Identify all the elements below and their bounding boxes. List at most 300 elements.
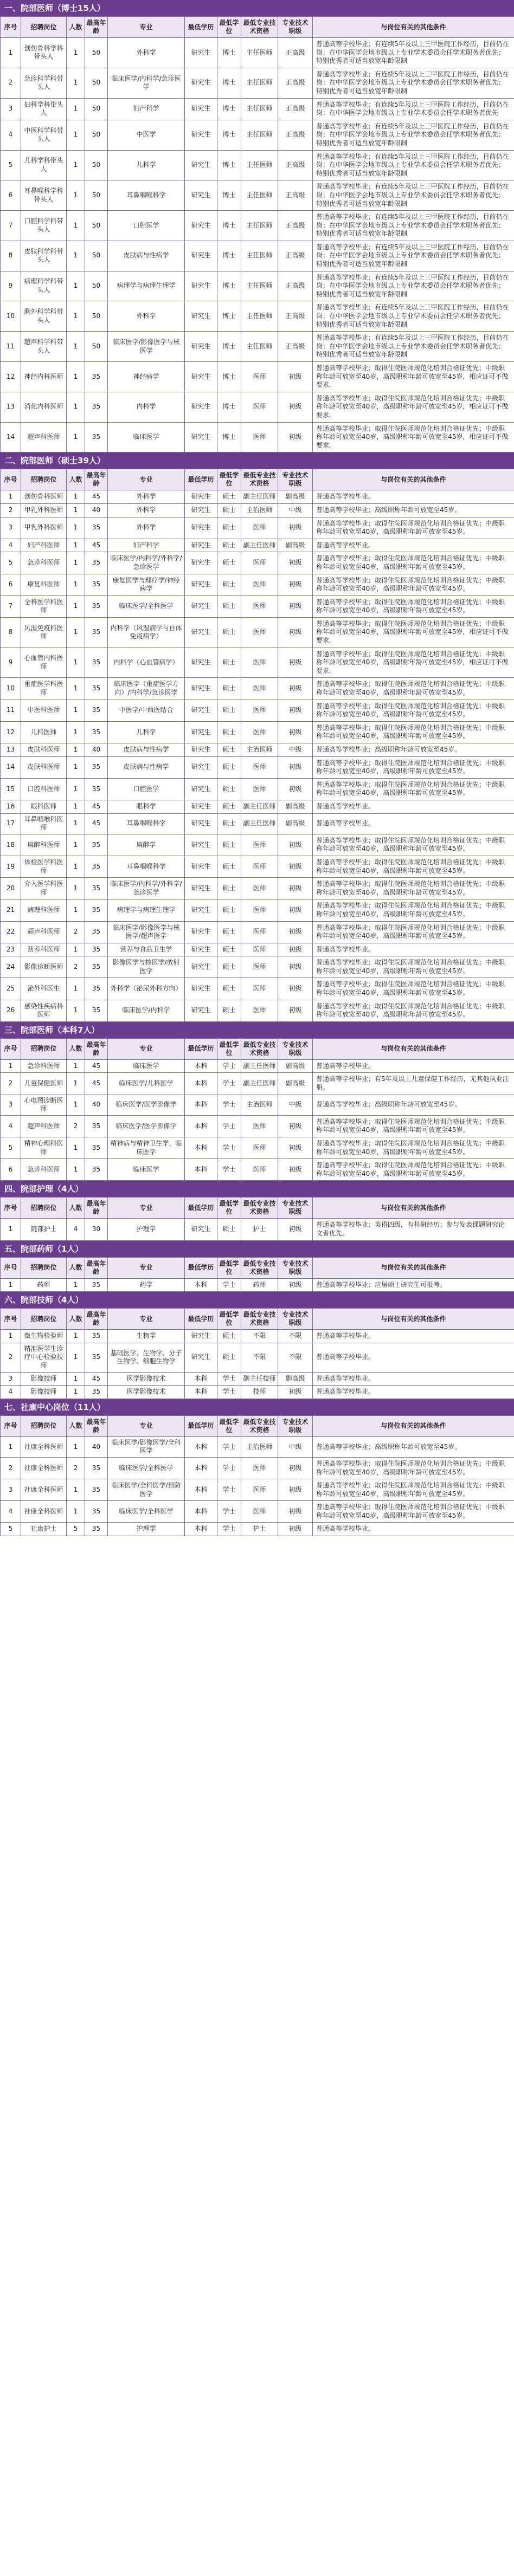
cell-min: 医师: [241, 1000, 278, 1021]
cell-req: 普通高等学校毕业；取得住院医师规范化培训合格证优先；中级职称年龄可放宽至40岁，高级职称年龄可放宽至45岁。: [313, 1137, 514, 1159]
cell-num: 1: [67, 539, 85, 552]
cell-age: 35: [85, 1343, 108, 1372]
cell-idx: 1: [1, 1330, 21, 1343]
cell-req: 普通高等学校毕业；有连续5年及以上三甲医院工作经历，目前仍在岗；在中华医学会地市级以上专业学术委员会任学术职务者优先；特别优秀者可适当放宽年龄限制: [313, 241, 514, 271]
cell-idx: 20: [1, 878, 21, 899]
cell-idx: 23: [1, 943, 21, 956]
cell-edu: 本科: [185, 1457, 217, 1479]
cell-edu: 研究生: [185, 503, 217, 517]
cell-num: 1: [67, 211, 85, 241]
cell-title: 初级: [278, 921, 313, 943]
table-row: [1, 490, 514, 504]
cell-idx: 14: [1, 756, 21, 778]
cell-title: 初级: [278, 899, 313, 921]
cell-edu: 研究生: [185, 552, 217, 574]
cell-req: 普通高等学校毕业；取得住院医师规范化培训合格证优先；中级职称年龄可放宽至40岁，高级职称年龄可放宽至45岁。: [313, 1501, 514, 1523]
cell-idx: 6: [1, 1159, 21, 1181]
cell-req: 普通高等学校毕业；有连续5年及以上三甲医院工作经历，目前仍在岗；在中华医学会地市级以上专业学术委员会任学术职务者优先；特别优秀者可适当放宽年龄限制: [313, 38, 514, 68]
column-header: 最低学位: [217, 469, 241, 490]
cell-pos: 精神心理科医师: [21, 1137, 67, 1159]
cell-idx: 2: [1, 1073, 21, 1095]
cell-major: 临床医学/内科学/急诊医学: [108, 68, 185, 98]
recruitment-table: [0, 1415, 514, 1536]
column-header: 人数: [67, 1415, 85, 1436]
section-title: 二、院部医师（硕士39人）: [0, 452, 514, 469]
column-header: 最高年龄: [85, 1257, 108, 1278]
table-row: [1, 271, 514, 301]
cell-idx: 5: [1, 1523, 21, 1536]
cell-pos: 精准医学生诊疗中心检验技师: [21, 1343, 67, 1372]
cell-deg: 博士: [217, 38, 241, 68]
cell-pos: 社康全科医师: [21, 1479, 67, 1501]
cell-min: 医师: [241, 1479, 278, 1501]
cell-age: 35: [85, 1000, 108, 1021]
cell-pos: 眼科医师: [21, 800, 67, 813]
cell-age: 35: [85, 899, 108, 921]
cell-pos: 全科医学科医师: [21, 596, 67, 617]
cell-idx: 1: [1, 1219, 21, 1240]
cell-title: 初级: [278, 1479, 313, 1501]
cell-major: 耳鼻咽喉科学: [108, 856, 185, 877]
cell-pos: 影像技师: [21, 1386, 67, 1399]
cell-deg: 硕士: [217, 756, 241, 778]
cell-edu: 研究生: [185, 834, 217, 856]
cell-idx: 12: [1, 362, 21, 392]
cell-num: 1: [67, 362, 85, 392]
column-header: 序号: [1, 1198, 21, 1219]
cell-major: 外科学: [108, 38, 185, 68]
table-header-row: [1, 1415, 514, 1436]
cell-age: 50: [85, 68, 108, 98]
cell-deg: 学士: [217, 1386, 241, 1399]
cell-num: 1: [67, 899, 85, 921]
cell-req: 普通高等学校毕业。: [313, 1386, 514, 1399]
cell-idx: 25: [1, 978, 21, 1000]
cell-edu: 研究生: [185, 899, 217, 921]
cell-edu: 本科: [185, 1073, 217, 1095]
cell-num: 1: [67, 241, 85, 271]
cell-deg: 学士: [217, 1115, 241, 1137]
cell-min: 主任医师: [241, 301, 278, 332]
cell-major: 临床医学/儿科医学: [108, 1073, 185, 1095]
cell-title: 初级: [278, 552, 313, 574]
cell-idx: 3: [1, 1095, 21, 1115]
cell-edu: 研究生: [185, 956, 217, 978]
cell-num: 1: [67, 490, 85, 504]
cell-min: 不限: [241, 1330, 278, 1343]
cell-title: 正高级: [278, 68, 313, 98]
cell-major: 生物学: [108, 1330, 185, 1343]
cell-idx: 10: [1, 678, 21, 700]
cell-title: 初级: [278, 1501, 313, 1523]
cell-major: 护理学: [108, 1219, 185, 1240]
cell-title: 初级: [278, 1523, 313, 1536]
column-header: 招聘岗位: [21, 1038, 67, 1059]
cell-edu: 本科: [185, 1115, 217, 1137]
cell-major: 临床医学/影像医学与核医学/超声医学: [108, 921, 185, 943]
cell-age: 35: [85, 943, 108, 956]
cell-edu: 研究生: [185, 921, 217, 943]
cell-pos: 超声科医师: [21, 1115, 67, 1137]
cell-min: 主任医师: [241, 180, 278, 211]
cell-min: 医师: [241, 700, 278, 721]
cell-num: 1: [67, 120, 85, 150]
cell-pos: 超声科医师: [21, 422, 67, 452]
cell-title: 初级: [278, 1278, 313, 1292]
cell-deg: 硕士: [217, 574, 241, 596]
cell-deg: 硕士: [217, 956, 241, 978]
cell-min: 医师: [241, 552, 278, 574]
cell-edu: 本科: [185, 1479, 217, 1501]
cell-deg: 学士: [217, 1137, 241, 1159]
cell-min: 主治医师: [241, 1436, 278, 1457]
cell-idx: 4: [1, 120, 21, 150]
cell-idx: 1: [1, 38, 21, 68]
cell-age: 50: [85, 211, 108, 241]
cell-num: 2: [67, 921, 85, 943]
cell-min: 药师: [241, 1278, 278, 1292]
table-row: [1, 422, 514, 452]
cell-min: 主治医师: [241, 743, 278, 757]
cell-deg: 博士: [217, 271, 241, 301]
cell-title: 副高级: [278, 490, 313, 504]
cell-idx: 21: [1, 899, 21, 921]
table-header-row: [1, 1198, 514, 1219]
column-header: 与岗位有关的其他条件: [313, 1198, 514, 1219]
cell-req: 普通高等学校毕业；有连续5年及以上三甲医院工作经历，目前仍在岗；在中华医学会地市级以上专业学术委员会任学术职务者优先；特别优秀者可适当放宽年龄限制: [313, 271, 514, 301]
cell-req: 普通高等学校毕业；有连续5年及以上三甲医院工作经历，目前仍在岗；在中华医学会地市级以上专业学术委员会任学术职务者优先: [313, 98, 514, 120]
column-header: 最低学位: [217, 1309, 241, 1330]
table-row: [1, 1501, 514, 1523]
column-header: 与岗位有关的其他条件: [313, 1309, 514, 1330]
cell-min: 主任医师: [241, 211, 278, 241]
cell-title: 中级: [278, 743, 313, 757]
cell-title: 正高级: [278, 211, 313, 241]
table-row: [1, 721, 514, 743]
section-title: 五、院部药师（1人）: [0, 1241, 514, 1257]
cell-major: 临床医学: [108, 422, 185, 452]
cell-deg: 博士: [217, 332, 241, 362]
cell-major: 麻醉学: [108, 834, 185, 856]
cell-edu: 研究生: [185, 211, 217, 241]
cell-idx: 2: [1, 1343, 21, 1372]
column-header: 人数: [67, 1198, 85, 1219]
column-header: 最高年龄: [85, 1038, 108, 1059]
cell-major: 外科学: [108, 517, 185, 539]
cell-deg: 博士: [217, 211, 241, 241]
column-header: 与岗位有关的其他条件: [313, 17, 514, 38]
table-row: [1, 552, 514, 574]
cell-title: 正高级: [278, 271, 313, 301]
cell-major: 药学: [108, 1278, 185, 1292]
cell-min: 医师: [241, 778, 278, 800]
table-row: [1, 1137, 514, 1159]
cell-pos: 影像技师: [21, 1372, 67, 1386]
cell-req: 普通高等学校毕业；取得住院医师规范化培训合格证优先；中级职称年龄可放宽至40岁，高级职称年龄可放宽至45岁。: [313, 1159, 514, 1181]
cell-title: 正高级: [278, 332, 313, 362]
cell-min: 医师: [241, 943, 278, 956]
column-header: 人数: [67, 1309, 85, 1330]
recruitment-table: [0, 1197, 514, 1240]
cell-req: 普通高等学校毕业；有连续5年及以上三甲医院工作经历，目前仍在岗；在中华医学会地市级以上专业学术委员会任学术职务者优先；特别优秀者可适当放宽年龄限制: [313, 150, 514, 180]
cell-min: 主任医师: [241, 241, 278, 271]
cell-age: 50: [85, 150, 108, 180]
cell-edu: 研究生: [185, 596, 217, 617]
column-header: 专业: [108, 469, 185, 490]
column-header: 最低学历: [185, 1257, 217, 1278]
cell-edu: 本科: [185, 1501, 217, 1523]
cell-age: 50: [85, 301, 108, 332]
column-header: 招聘岗位: [21, 1309, 67, 1330]
cell-title: 副高级: [278, 1059, 313, 1073]
column-header: 人数: [67, 469, 85, 490]
cell-pos: 感染性疾病科医师: [21, 1000, 67, 1021]
cell-min: 主任医师: [241, 98, 278, 120]
cell-deg: 博士: [217, 362, 241, 392]
cell-edu: 研究生: [185, 617, 217, 648]
column-header: 最低学位: [217, 1198, 241, 1219]
cell-deg: 硕士: [217, 878, 241, 899]
cell-min: 副主任技师: [241, 1372, 278, 1386]
column-header: 人数: [67, 17, 85, 38]
cell-age: 45: [85, 1059, 108, 1073]
column-header: 最低学位: [217, 17, 241, 38]
cell-min: 医师: [241, 756, 278, 778]
cell-age: 40: [85, 743, 108, 757]
cell-num: 1: [67, 856, 85, 877]
cell-major: 临床医学/医学影像学: [108, 1095, 185, 1115]
cell-idx: 4: [1, 1501, 21, 1523]
column-header: 人数: [67, 1038, 85, 1059]
cell-age: 35: [85, 1115, 108, 1137]
cell-num: 1: [67, 978, 85, 1000]
recruitment-table: [0, 16, 514, 452]
column-header: 专业: [108, 1038, 185, 1059]
cell-deg: 硕士: [217, 552, 241, 574]
cell-req: 普通高等学校毕业；取得住院医师规范化培训合格证优先；中级职称年龄可放宽至40岁，高级职称年龄可放宽至45岁。: [313, 856, 514, 877]
cell-major: 临床医学/全科医学/预防医学: [108, 1479, 185, 1501]
column-header: 与岗位有关的其他条件: [313, 1415, 514, 1436]
cell-age: 35: [85, 1330, 108, 1343]
cell-num: 1: [67, 503, 85, 517]
table-row: [1, 778, 514, 800]
column-header: 招聘岗位: [21, 469, 67, 490]
cell-age: 50: [85, 38, 108, 68]
cell-req: 普通高等学校毕业；取得住院医师规范化培训合格证优先；中级职称年龄可放宽至40岁，高级职称年龄可放宽至45岁。: [313, 978, 514, 1000]
table-row: [1, 756, 514, 778]
column-header: 专业技术职级: [278, 17, 313, 38]
cell-min: 医师: [241, 574, 278, 596]
cell-min: 副主任医师: [241, 813, 278, 834]
cell-deg: 硕士: [217, 921, 241, 943]
column-header: 最高年龄: [85, 1309, 108, 1330]
column-header: 最低学位: [217, 1257, 241, 1278]
cell-req: 普通高等学校毕业；高级职称年龄可放宽至45岁。: [313, 1095, 514, 1115]
column-header: 专业技术职级: [278, 1257, 313, 1278]
cell-pos: 康复科医师: [21, 574, 67, 596]
cell-age: 45: [85, 1073, 108, 1095]
cell-edu: 研究生: [185, 856, 217, 877]
table-row: [1, 978, 514, 1000]
cell-title: 初级: [278, 834, 313, 856]
table-row: [1, 1436, 514, 1457]
column-header: 序号: [1, 1257, 21, 1278]
table-row: [1, 856, 514, 877]
cell-idx: 1: [1, 490, 21, 504]
cell-deg: 硕士: [217, 834, 241, 856]
cell-age: 35: [85, 956, 108, 978]
cell-deg: 博士: [217, 150, 241, 180]
recruitment-table: [0, 1257, 514, 1292]
cell-num: 1: [67, 1059, 85, 1073]
column-header: 序号: [1, 469, 21, 490]
table-header-row: [1, 17, 514, 38]
cell-req: 普通高等学校毕业；有连续5年及以上三甲医院工作经历，目前仍在岗；在中华医学会地市级以上专业学术委员会任学术职务者优先；特别优秀者可适当放宽年龄限制: [313, 332, 514, 362]
cell-pos: 甲乳外科医师: [21, 503, 67, 517]
cell-req: 普通高等学校毕业；取得住院医师规范化培训合格证优先；中级职称年龄可放宽至40岁，高级职称年龄可放宽至45岁，相应证可不做要求。: [313, 392, 514, 422]
table-row: [1, 1115, 514, 1137]
cell-title: 初级: [278, 422, 313, 452]
cell-deg: 博士: [217, 392, 241, 422]
cell-title: 初级: [278, 1115, 313, 1137]
table-row: [1, 617, 514, 648]
cell-min: 医师: [241, 899, 278, 921]
cell-edu: 研究生: [185, 756, 217, 778]
cell-req: 普通高等学校毕业；取得住院医师规范化培训合格证优先；中级职称年龄可放宽至40岁，高级职称年龄可放宽至45岁。: [313, 921, 514, 943]
cell-pos: 耳鼻咽喉科医师: [21, 813, 67, 834]
cell-idx: 8: [1, 241, 21, 271]
column-header: 最高年龄: [85, 469, 108, 490]
cell-deg: 硕士: [217, 517, 241, 539]
cell-age: 35: [85, 834, 108, 856]
cell-idx: 2: [1, 1457, 21, 1479]
cell-major: 营养与食品卫生学: [108, 943, 185, 956]
cell-num: 1: [67, 1137, 85, 1159]
cell-age: 35: [85, 392, 108, 422]
cell-pos: 口腔科学科带头人: [21, 211, 67, 241]
cell-req: 普通高等学校毕业。: [313, 1523, 514, 1536]
cell-num: 1: [67, 517, 85, 539]
cell-deg: 硕士: [217, 800, 241, 813]
cell-deg: 博士: [217, 301, 241, 332]
cell-edu: 研究生: [185, 241, 217, 271]
table-row: [1, 1343, 514, 1372]
table-row: [1, 211, 514, 241]
cell-min: 医师: [241, 1457, 278, 1479]
column-header: 最低专业技术资格: [241, 1038, 278, 1059]
cell-pos: 急诊科学科带头人: [21, 68, 67, 98]
section-title: 四、院部护理（4人）: [0, 1181, 514, 1197]
cell-title: 正高级: [278, 301, 313, 332]
cell-pos: 心血管内科医师: [21, 648, 67, 678]
section-title: 七、社康中心岗位（11人）: [0, 1399, 514, 1415]
column-header: 序号: [1, 1309, 21, 1330]
column-header: 招聘岗位: [21, 17, 67, 38]
cell-age: 35: [85, 678, 108, 700]
cell-min: 医师: [241, 678, 278, 700]
cell-major: 眼科学: [108, 800, 185, 813]
cell-req: 普通高等学校毕业；有连续5年及以上三甲医院工作经历，目前仍在岗；在中华医学会地市级以上专业学术委员会任学术职务者优先；特别优秀者可适当放宽年龄限制: [313, 301, 514, 332]
cell-age: 35: [85, 856, 108, 877]
cell-deg: 博士: [217, 241, 241, 271]
cell-title: 初级: [278, 617, 313, 648]
cell-major: 精神病与精神卫生学，临床医学: [108, 1137, 185, 1159]
cell-title: 初级: [278, 362, 313, 392]
cell-major: 外科学: [108, 503, 185, 517]
column-header: 最高年龄: [85, 1198, 108, 1219]
cell-deg: 硕士: [217, 813, 241, 834]
cell-min: 医师: [241, 921, 278, 943]
table-row: [1, 150, 514, 180]
cell-major: 病理学与病理生理学: [108, 271, 185, 301]
column-header: 最低学历: [185, 469, 217, 490]
cell-num: 1: [67, 743, 85, 757]
cell-idx: 5: [1, 552, 21, 574]
table-row: [1, 1479, 514, 1501]
cell-deg: 硕士: [217, 700, 241, 721]
cell-pos: 急诊科医师: [21, 552, 67, 574]
cell-deg: 学士: [217, 1059, 241, 1073]
cell-min: 医师: [241, 1159, 278, 1181]
cell-req: 普通高等学校毕业；取得住院医师规范化培训合格证优先；中级职称年龄可放宽至40岁，高级职称年龄可放宽至45岁。: [313, 834, 514, 856]
cell-edu: 本科: [185, 1386, 217, 1399]
cell-edu: 研究生: [185, 332, 217, 362]
column-header: 最低专业技术资格: [241, 17, 278, 38]
cell-num: 1: [67, 574, 85, 596]
cell-title: 初级: [278, 648, 313, 678]
cell-title: 正高级: [278, 98, 313, 120]
cell-num: 1: [67, 943, 85, 956]
column-header: 招聘岗位: [21, 1198, 67, 1219]
cell-deg: 硕士: [217, 943, 241, 956]
cell-req: 普通高等学校毕业。: [313, 813, 514, 834]
table-row: [1, 813, 514, 834]
cell-pos: 影像诊断医师: [21, 956, 67, 978]
cell-req: 普通高等学校毕业；取得住院医师规范化培训合格证优先；中级职称年龄可放宽至40岁，高级职称年龄可放宽至45岁。: [313, 899, 514, 921]
cell-title: 初级: [278, 678, 313, 700]
cell-idx: 24: [1, 956, 21, 978]
cell-edu: 本科: [185, 1059, 217, 1073]
cell-idx: 22: [1, 921, 21, 943]
cell-edu: 研究生: [185, 813, 217, 834]
cell-min: 护士: [241, 1219, 278, 1240]
cell-major: 临床医学/影像医学与核医学: [108, 332, 185, 362]
cell-req: 普通高等学校毕业；应届硕士研究生可报考。: [313, 1278, 514, 1292]
cell-title: 初级: [278, 1457, 313, 1479]
cell-major: 临床医学/全科医学: [108, 596, 185, 617]
table-row: [1, 899, 514, 921]
cell-idx: 9: [1, 271, 21, 301]
cell-major: 临床医学/内科学/外科学/急诊医学: [108, 878, 185, 899]
cell-age: 35: [85, 362, 108, 392]
cell-req: 普通高等学校毕业；取得住院医师规范化培训合格证优先；中级职称年龄可放宽至40岁，高级职称年龄可放宽至45岁。: [313, 1000, 514, 1021]
cell-min: 医师: [241, 392, 278, 422]
cell-req: 普通高等学校毕业。: [313, 539, 514, 552]
cell-age: 50: [85, 332, 108, 362]
table-row: [1, 921, 514, 943]
cell-idx: 1: [1, 1436, 21, 1457]
cell-req: 普通高等学校毕业；取得住院医师规范化培训合格证优先；中级职称年龄可放宽至40岁，高级职称年龄可放宽至45岁。: [313, 1115, 514, 1137]
cell-edu: 本科: [185, 1159, 217, 1181]
table-row: [1, 301, 514, 332]
cell-idx: 26: [1, 1000, 21, 1021]
cell-edu: 研究生: [185, 362, 217, 392]
cell-num: 1: [67, 756, 85, 778]
cell-deg: 硕士: [217, 856, 241, 877]
cell-title: 初级: [278, 1159, 313, 1181]
cell-deg: 硕士: [217, 1000, 241, 1021]
cell-deg: 硕士: [217, 778, 241, 800]
